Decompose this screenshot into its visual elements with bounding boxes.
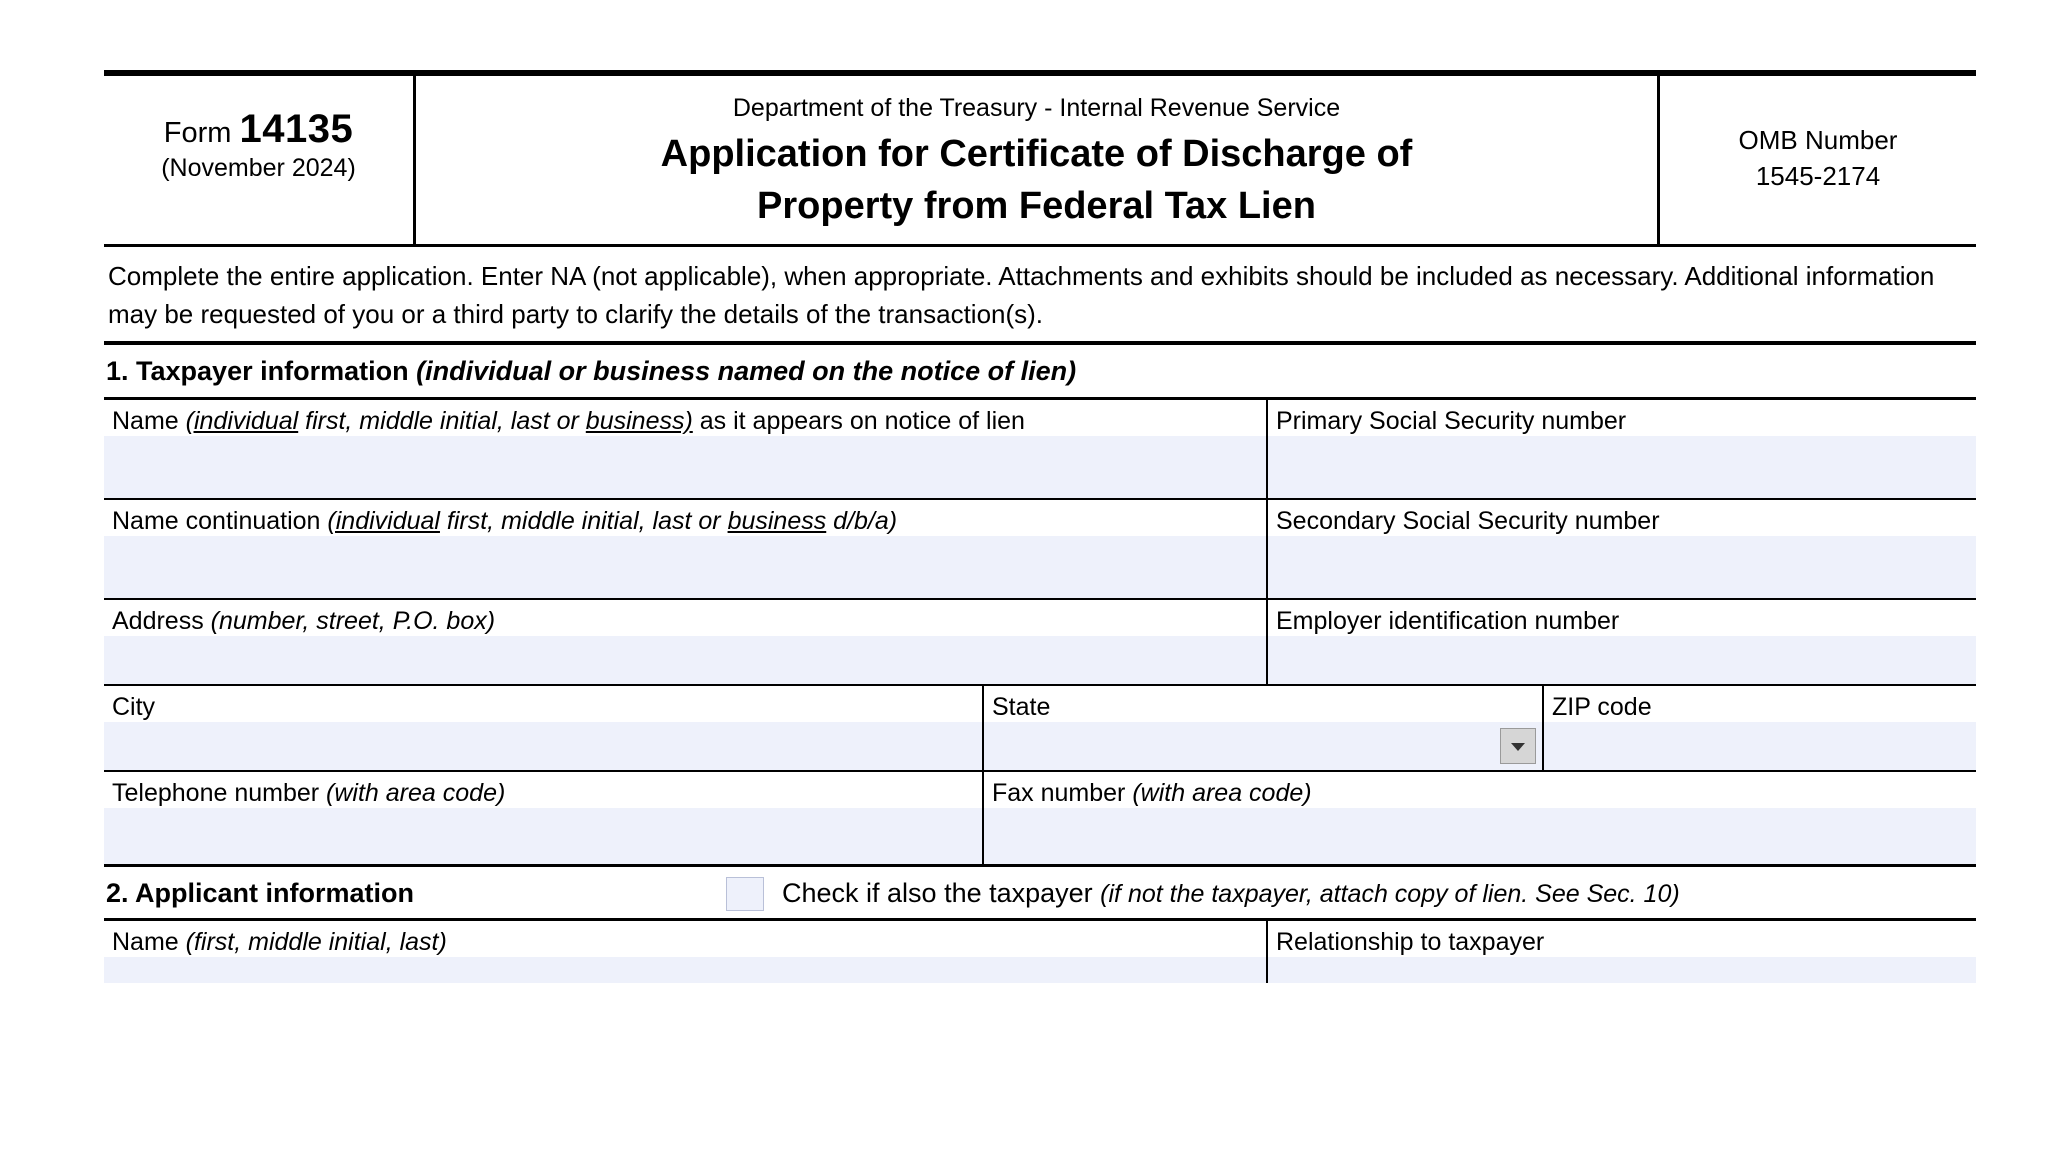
address-label xyxy=(104,600,1266,636)
row-name-continuation-ssn xyxy=(104,500,1976,600)
cell-zip xyxy=(1544,686,1976,770)
label-part: business) xyxy=(585,407,693,435)
also-taxpayer-checkbox[interactable] xyxy=(726,877,764,911)
section-1-heading xyxy=(104,345,1976,400)
secondary-ssn-input[interactable] xyxy=(1268,536,1976,598)
department-line: Department of the Treasury - Internal Revenue Service xyxy=(732,94,1341,122)
city-label: City xyxy=(112,693,156,721)
form-identity-block xyxy=(104,76,416,244)
label-part: business xyxy=(727,507,827,535)
form-title-line-1: Application for Certificate of Discharge of xyxy=(660,133,1413,175)
secondary-ssn-label: Secondary Social Security number xyxy=(1276,507,1660,535)
fax-input[interactable] xyxy=(984,808,1976,864)
cell-address xyxy=(104,600,1268,684)
row-applicant-name-relationship xyxy=(104,921,1976,983)
omb-number: 1545-2174 xyxy=(1755,161,1881,191)
section-1-subtitle: (individual or business named on the notice of lien) xyxy=(416,356,1077,386)
row-address-ein xyxy=(104,600,1976,686)
form-instructions: Complete the entire application. Enter NA (not applicable), when appropriate. Attachments and exhibits should be included as necessary. Additional information may be requested of you or a third party to clarify the details of the transaction(s). xyxy=(104,247,1976,345)
form-title xyxy=(426,128,1647,232)
name-continuation-input[interactable] xyxy=(104,536,1266,598)
row-city-state-zip xyxy=(104,686,1976,772)
label-part: (with area code) xyxy=(326,779,506,807)
address-input[interactable] xyxy=(104,636,1266,684)
label-part: first, middle initial, last or xyxy=(439,507,728,535)
label-part: Name xyxy=(112,928,186,956)
cell-ein xyxy=(1268,600,1976,684)
primary-ssn-input[interactable] xyxy=(1268,436,1976,498)
city-input[interactable] xyxy=(104,722,982,770)
cell-relationship xyxy=(1268,921,1976,983)
ein-input[interactable] xyxy=(1268,636,1976,684)
form-number-line xyxy=(104,107,413,152)
telephone-input[interactable] xyxy=(104,808,982,864)
cell-city xyxy=(104,686,984,770)
primary-ssn-label: Primary Social Security number xyxy=(1276,407,1627,435)
label-part: d/b/a) xyxy=(826,507,898,535)
state-label: State xyxy=(992,693,1051,721)
section-1-title: 1. Taxpayer information xyxy=(106,356,409,386)
label-part: (individual xyxy=(185,407,299,435)
cell-taxpayer-name xyxy=(104,400,1268,498)
section-2-heading xyxy=(104,867,1976,921)
row-telephone-fax xyxy=(104,772,1976,867)
ein-label: Employer identification number xyxy=(1276,607,1620,635)
cell-state xyxy=(984,686,1544,770)
form-title-block xyxy=(416,76,1660,244)
chevron-down-icon[interactable] xyxy=(1500,728,1536,764)
form-number: 14135 xyxy=(239,107,354,151)
label-part: Name continuation xyxy=(112,507,328,535)
fax-label xyxy=(984,772,1976,808)
label-part: Check if also the taxpayer xyxy=(782,878,1101,908)
cell-secondary-ssn xyxy=(1268,500,1976,598)
form-revision-date: (November 2024) xyxy=(161,154,356,182)
omb-label: OMB Number xyxy=(1738,125,1898,155)
label-part: (if not the taxpayer, attach copy of lien. See Sec. 10) xyxy=(1100,880,1680,908)
label-part: Fax number xyxy=(992,779,1133,807)
state-select[interactable] xyxy=(984,722,1542,770)
zip-label: ZIP code xyxy=(1552,693,1652,721)
label-part: Name xyxy=(112,407,186,435)
section-2-title: 2. Applicant information xyxy=(106,878,415,908)
cell-name-continuation xyxy=(104,500,1268,598)
label-part: first, middle initial, last or xyxy=(298,407,586,435)
taxpayer-name-label xyxy=(104,400,1266,436)
irs-form-14135 xyxy=(104,70,1976,983)
label-part: Address xyxy=(112,607,211,635)
label-part: Telephone number xyxy=(112,779,327,807)
relationship-input[interactable] xyxy=(1268,957,1976,983)
label-part: (number, street, P.O. box) xyxy=(210,607,496,635)
form-title-line-2: Property from Federal Tax Lien xyxy=(757,185,1316,227)
applicant-name-label xyxy=(104,921,1266,957)
form-word: Form xyxy=(163,117,232,149)
also-taxpayer-label xyxy=(782,875,1680,912)
cell-applicant-name xyxy=(104,921,1268,983)
cell-primary-ssn xyxy=(1268,400,1976,498)
omb-block xyxy=(1660,76,1976,244)
relationship-label: Relationship to taxpayer xyxy=(1276,928,1545,956)
label-part: (with area code) xyxy=(1132,779,1312,807)
taxpayer-name-input[interactable] xyxy=(104,436,1266,498)
telephone-label xyxy=(104,772,982,808)
form-header xyxy=(104,76,1976,247)
label-part: as it appears on notice of lien xyxy=(692,407,1025,435)
cell-fax xyxy=(984,772,1976,864)
cell-telephone xyxy=(104,772,984,864)
label-part: (individual xyxy=(327,507,440,535)
zip-input[interactable] xyxy=(1544,722,1976,770)
label-part: (first, middle initial, last) xyxy=(185,928,447,956)
name-continuation-label xyxy=(104,500,1266,536)
row-name-ssn xyxy=(104,400,1976,500)
applicant-name-input[interactable] xyxy=(104,957,1266,983)
